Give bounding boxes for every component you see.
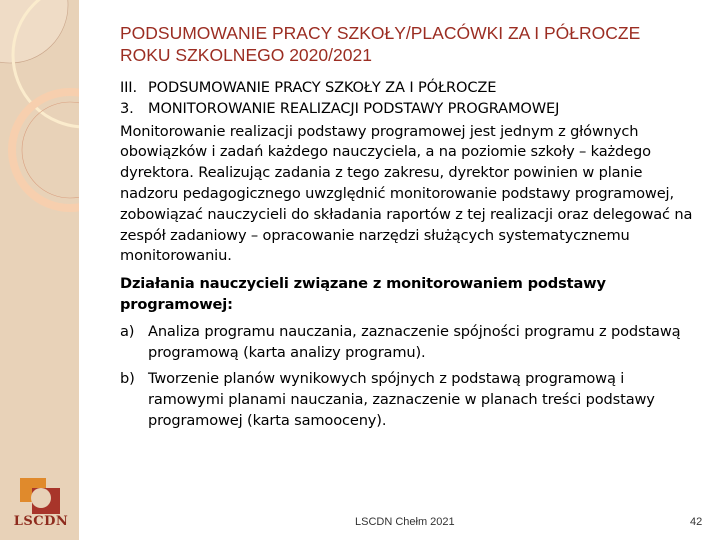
- lscdn-logo: [8, 478, 74, 534]
- footer-text: LSCDN Chełm 2021: [355, 516, 455, 528]
- sidebar-decoration: [0, 0, 79, 540]
- body-paragraph: Monitorowanie realizacji podstawy programowej jest jednym z głównych obowiązków i zadań każdego nauczyciela, a na poziomie szkoły – każdego dyrektora. Realizując zadania z tego zakresu, dyrektor powinien w planie nadzoru pedagogicznego uwzględnić monitorowanie podstawy programowej, zobowiązać nauczycieli do składania raportów z tej realizacji oraz delegować na zespół zadaniowy – opracowanie narzędzi służących systematycznemu monitorowaniu.: [120, 122, 693, 265]
- list-item: b) Tworzenie planów wynikowych spójnych z podstawą programową i ramowymi planami nauczania, zaznaczenie w planach treści podstawy programowej (karta samooceny).: [120, 370, 655, 429]
- section-heading: III. PODSUMOWANIE PRACY SZKOŁY ZA I PÓŁROCZE: [120, 79, 497, 96]
- logo-text: LSCDN: [13, 514, 69, 529]
- slide-title: PODSUMOWANIE PRACY SZKOŁY/PLACÓWKI ZA I PÓŁROCZE ROKU SZKOLNEGO 2020/2021: [120, 23, 641, 65]
- page-number: 42: [690, 516, 703, 528]
- slide-content: [120, 78, 700, 432]
- logo-mark-icon: [8, 478, 74, 514]
- decorative-circles: [0, 0, 79, 540]
- list-item: a) Analiza programu nauczania, zaznaczenie spójności programu z podstawą programową (karta analizy programu).: [120, 322, 681, 361]
- bold-heading: Działania nauczycieli związane z monitorowaniem podstawy programowej:: [120, 275, 606, 313]
- subsection-heading: 3. MONITOROWANIE REALIZACJI PODSTAWY PROGRAMOWEJ: [120, 99, 560, 117]
